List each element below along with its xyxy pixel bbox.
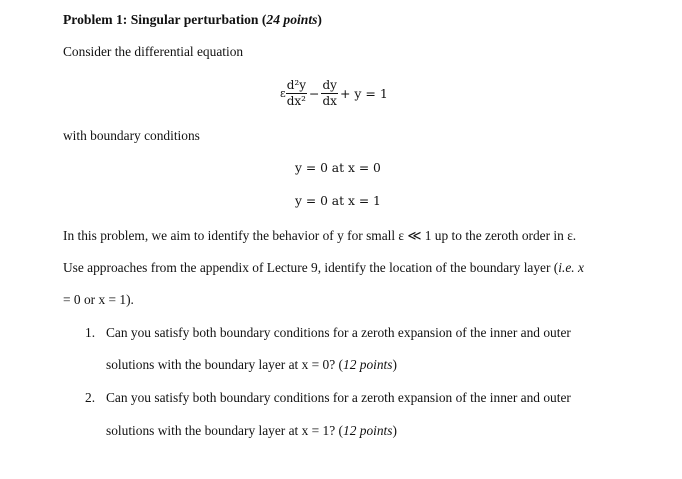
item-number: 2. — [85, 390, 96, 405]
item-points: 12 points — [343, 357, 393, 372]
boundary-condition-1: y = 0 at x = 0 — [295, 161, 381, 175]
frac2-denominator: dx — [322, 93, 337, 108]
item-points: 12 points — [343, 423, 393, 438]
title-close: ) — [317, 12, 322, 27]
item-line-2 — [106, 357, 397, 373]
item-line-1: Can you satisfy both boundary conditions for a zeroth expansion of the inner and outer — [106, 390, 571, 405]
item-line-2-text: solutions with the boundary layer at x = 0? ( — [106, 357, 344, 372]
frac1-denominator: dx² — [286, 93, 306, 108]
differential-equation — [280, 79, 390, 107]
boundary-condition-2: y = 0 at x = 1 — [295, 194, 381, 208]
bc-intro-text: with boundary conditions — [63, 128, 200, 143]
item-close: ) — [392, 357, 397, 372]
intro-text: Consider the differential equation — [63, 44, 244, 59]
approach-ie: i.e. x — [558, 260, 584, 275]
approach-line-1 — [63, 260, 584, 276]
approach-text: Use approaches from the appendix of Lecture 9, identify the location of the boundary layer ( — [63, 260, 559, 275]
item-close: ) — [392, 423, 397, 438]
second-derivative-fraction — [286, 79, 307, 107]
item-number: 1. — [85, 325, 96, 340]
frac1-numerator: d²y — [286, 78, 306, 92]
frac2-numerator: dy — [322, 78, 337, 92]
aim-paragraph: In this problem, we aim to identify the behavior of y for small ε ≪ 1 up to the zeroth order in ε. — [63, 228, 577, 243]
equation-rest: + y = 1 — [339, 85, 388, 101]
title-points: 24 points — [266, 12, 318, 27]
first-derivative-fraction — [321, 79, 337, 107]
item-line-2-text: solutions with the boundary layer at x = 1? ( — [106, 423, 344, 438]
approach-line-2: = 0 or x = 1). — [63, 292, 134, 307]
minus-sign: − — [308, 85, 320, 101]
epsilon-symbol: ε — [280, 86, 286, 100]
item-line-2 — [106, 423, 397, 439]
problem-title — [63, 12, 322, 28]
item-line-1: Can you satisfy both boundary conditions for a zeroth expansion of the inner and outer — [106, 325, 571, 340]
title-text: Problem 1: Singular perturbation ( — [63, 12, 267, 27]
